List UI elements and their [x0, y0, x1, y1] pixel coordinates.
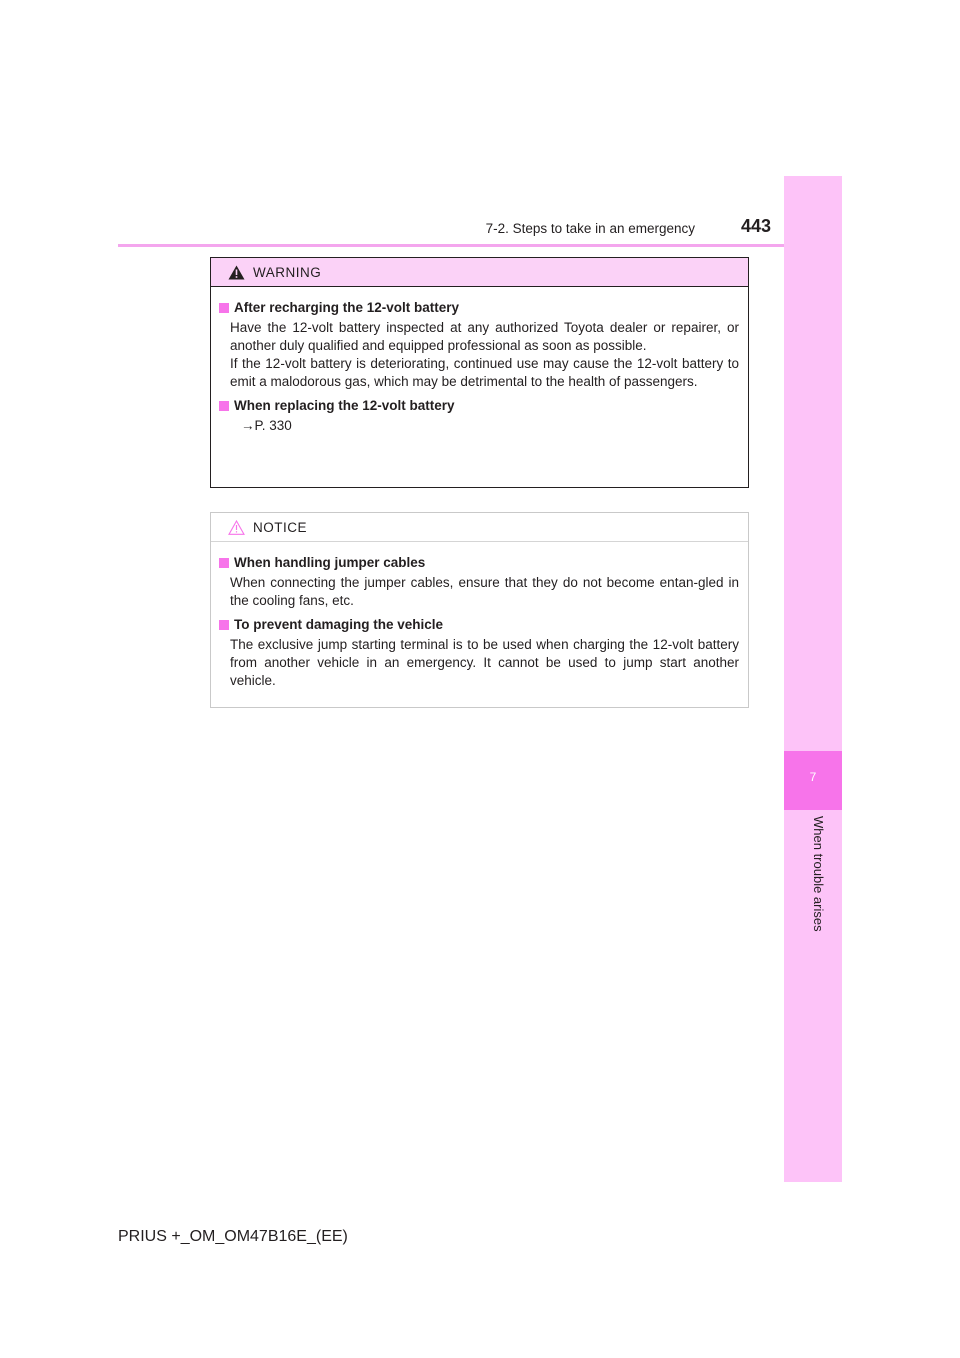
notice-item-text: The exclusive jump starting terminal is to be used when charging the 12-volt battery from another vehicle in an emergency. It cannot be used to jump start another vehicle.	[230, 637, 739, 688]
notice-item	[219, 554, 739, 610]
bullet-square-icon	[219, 620, 229, 630]
notice-item-title: When handling jumper cables	[234, 555, 426, 570]
warning-item-text: Have the 12-volt battery inspected at any authorized Toyota dealer or repairer, or another duly qualified and equipped professional as soon as possible.	[230, 320, 739, 353]
warning-item-title: When replacing the 12-volt battery	[234, 398, 455, 413]
warning-box-header	[211, 258, 748, 287]
bullet-square-icon	[219, 558, 229, 568]
page-number: 443	[741, 216, 772, 236]
warning-icon	[228, 265, 245, 280]
notice-item	[219, 616, 739, 690]
notice-item-text: When connecting the jumper cables, ensure that they do not become entan-gled in the cooling fans, etc.	[230, 575, 739, 608]
bullet-square-icon	[219, 303, 229, 313]
warning-item-title: After recharging the 12-volt battery	[234, 300, 460, 315]
header-rule	[118, 244, 841, 247]
notice-heading: NOTICE	[253, 520, 308, 535]
section-title: 7-2. Steps to take in an emergency	[485, 221, 695, 236]
chapter-number-box	[784, 751, 842, 810]
bullet-square-icon	[219, 401, 229, 411]
chapter-label: When trouble arises	[811, 816, 826, 932]
warning-box	[210, 257, 749, 488]
warning-item	[219, 397, 739, 435]
warning-item	[219, 299, 739, 391]
warning-item-text: If the 12-volt battery is deteriorating, continued use may cause the 12-volt battery to emit a malodorous gas, which may be detrimental to the health of passengers.	[230, 356, 739, 389]
page-reference[interactable]: →P. 330	[241, 418, 292, 433]
warning-heading: WARNING	[253, 265, 322, 280]
chapter-side-tab	[784, 176, 842, 1182]
document-code: PRIUS +_OM_OM47B16E_(EE)	[118, 1228, 348, 1245]
chapter-number: 7	[809, 770, 817, 784]
notice-box	[210, 512, 749, 708]
notice-item-title: To prevent damaging the vehicle	[234, 617, 444, 632]
notice-box-header	[211, 513, 748, 542]
notice-icon	[228, 520, 245, 535]
